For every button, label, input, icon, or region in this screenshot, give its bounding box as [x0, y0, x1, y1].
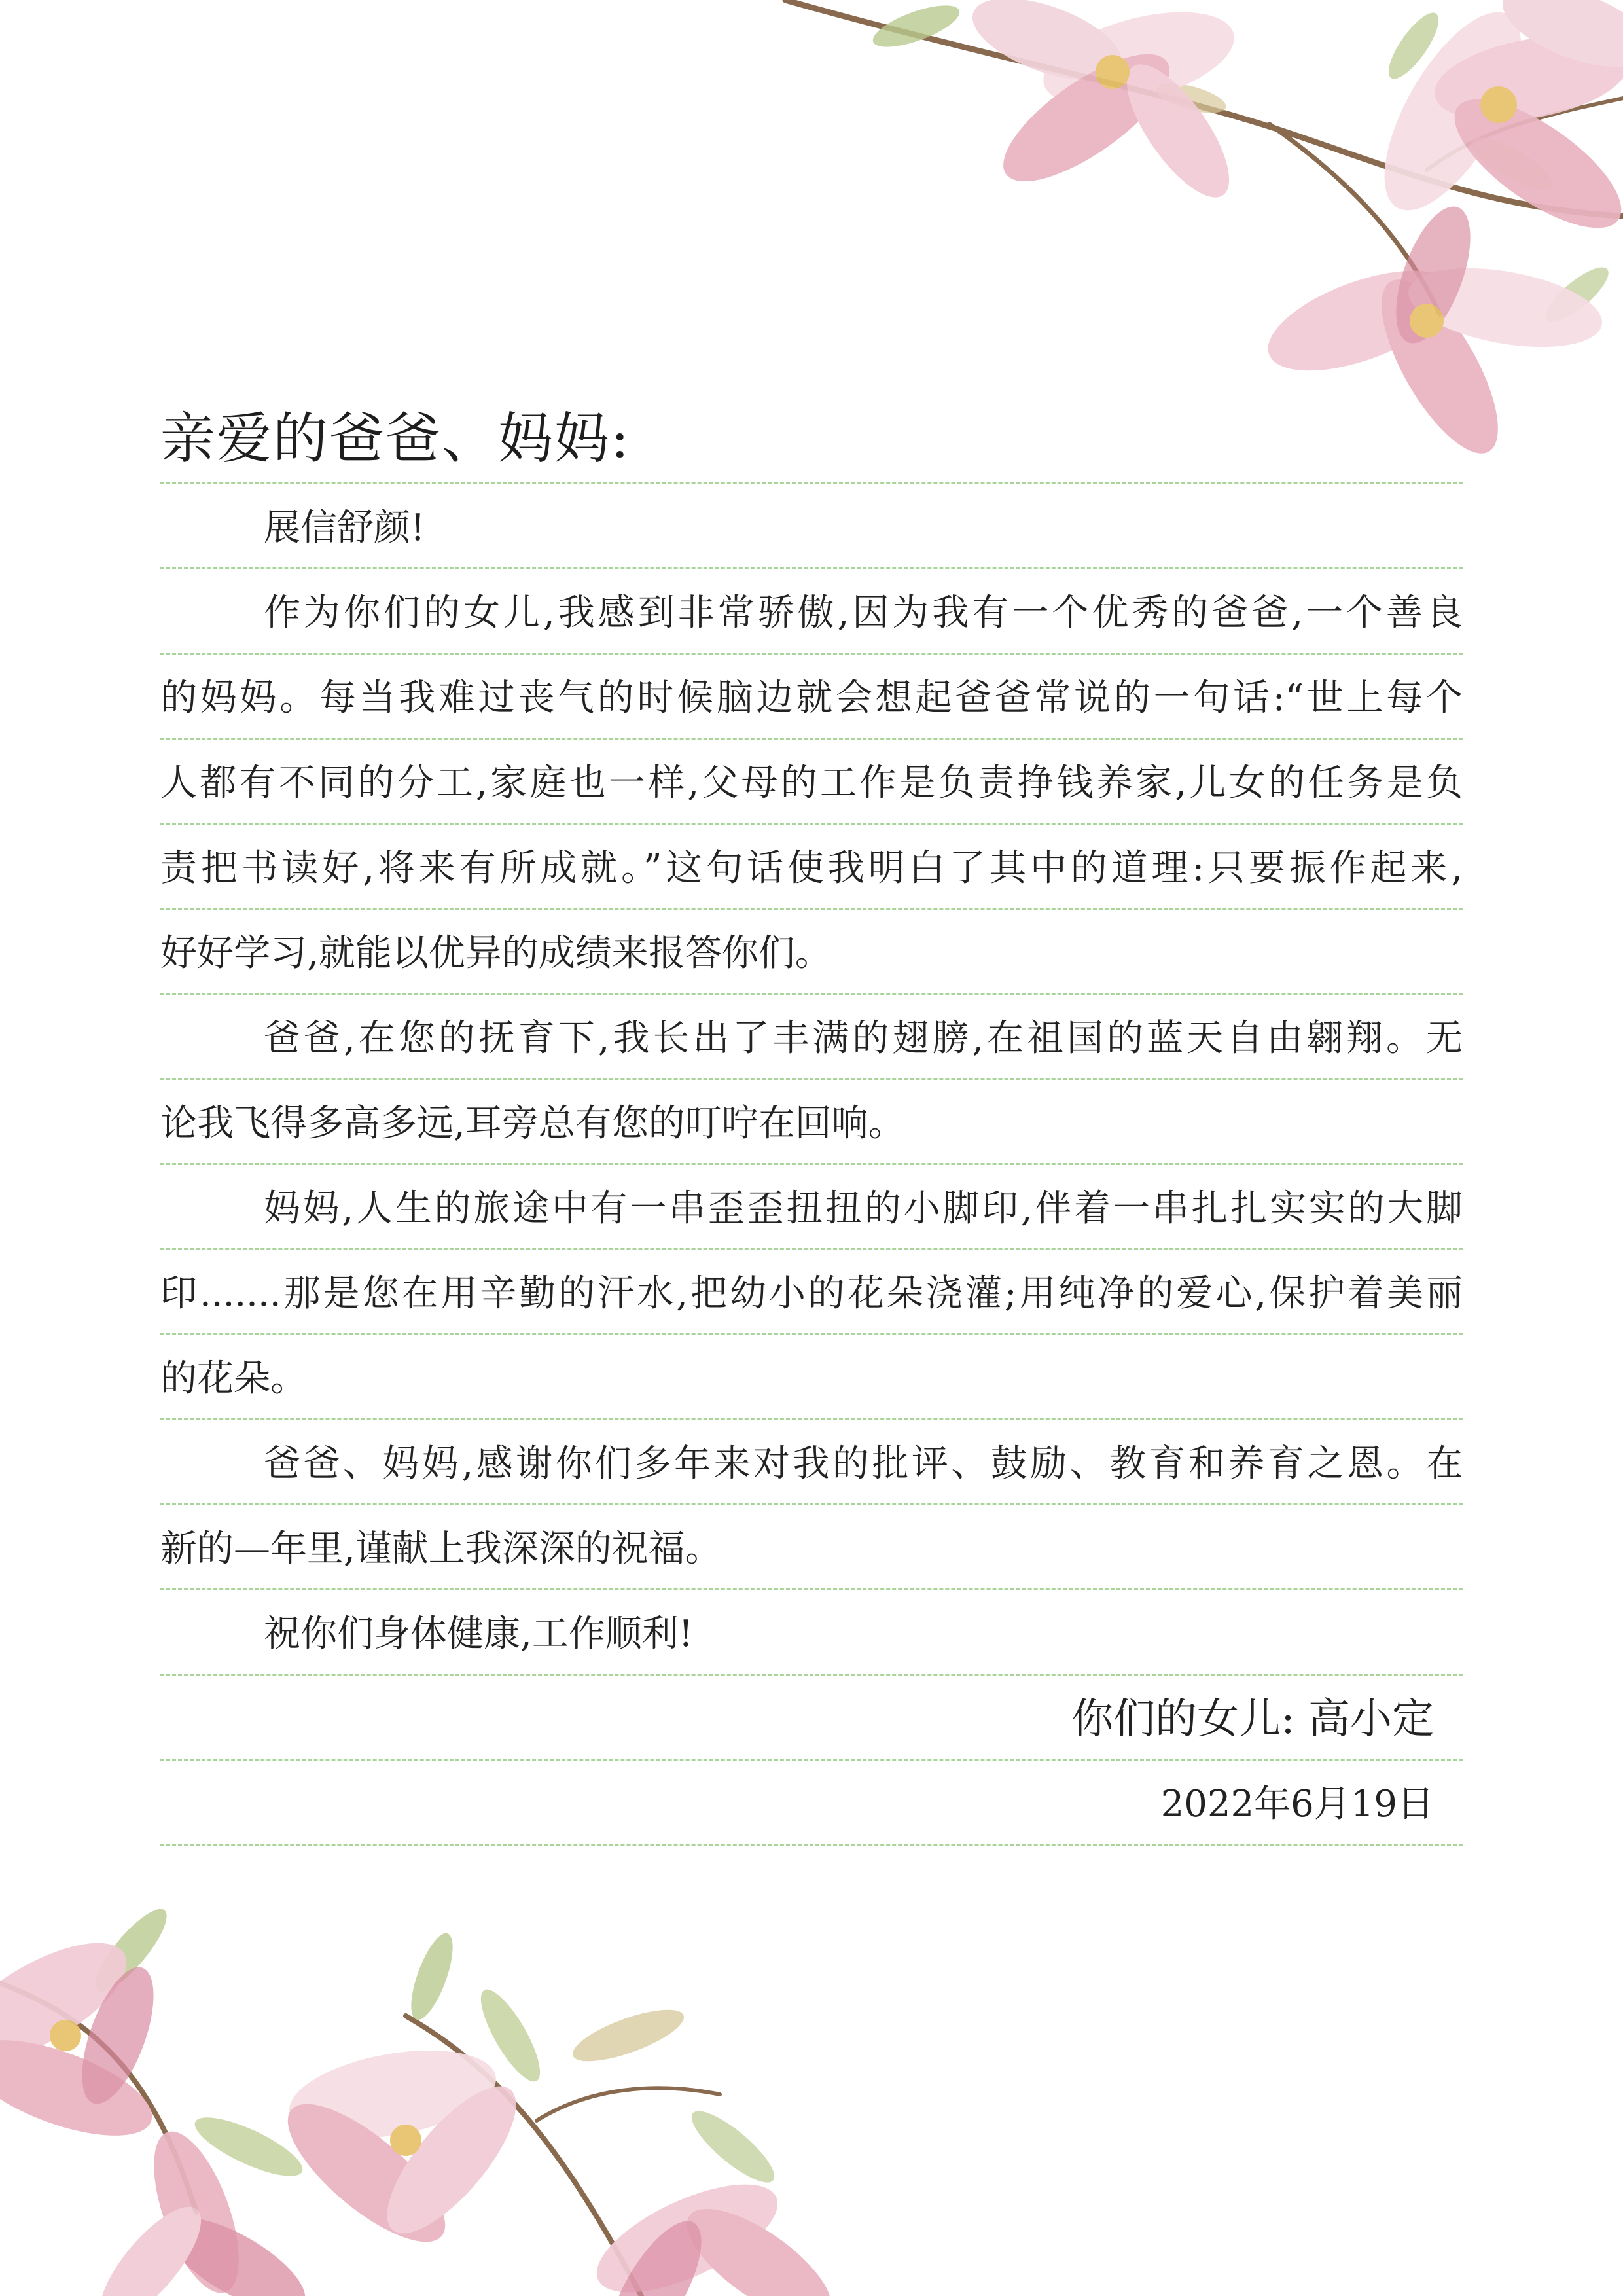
letter-signature: 你们的女儿: 高小定: [160, 1676, 1463, 1761]
letter-line: 爸爸、妈妈,感谢你们多年来对我的批评、鼓励、教育和养育之恩。在: [160, 1420, 1463, 1505]
letter-line: 作为你们的女儿,我感到非常骄傲,因为我有一个优秀的爸爸,一个善良: [160, 569, 1463, 655]
letter-line: 责把书读好,将来有所成就。”这句话使我明白了其中的道理:只要振作起来,: [160, 825, 1463, 910]
letter-line: 的妈妈。每当我难过丧气的时候脑边就会想起爸爸常说的一句话:“世上每个: [160, 655, 1463, 740]
letter-line: 祝你们身体健康,工作顺利!: [160, 1590, 1463, 1676]
letter-line: 论我飞得多高多远,耳旁总有您的叮咛在回响。: [160, 1080, 1463, 1165]
letter-date: 2022年6月19日: [160, 1761, 1463, 1846]
letter-line: 展信舒颜!: [160, 484, 1463, 569]
letter-line: 新的—年里,谨献上我深深的祝福。: [160, 1505, 1463, 1590]
letter-line: 爸爸,在您的抚育下,我长出了丰满的翅膀,在祖国的蓝天自由翱翔。无: [160, 995, 1463, 1080]
magnolia-bottom-left-icon: [0, 1872, 838, 2296]
letter-line: 的花朵。: [160, 1335, 1463, 1420]
letter-line: 印.......那是您在用辛勤的汗水,把幼小的花朵浇灌;用纯净的爱心,保护着美丽: [160, 1250, 1463, 1335]
letter-line: 妈妈,人生的旅途中有一串歪歪扭扭的小脚印,伴着一串扎扎实实的大脚: [160, 1165, 1463, 1250]
letter-line: 好好学习,就能以优异的成绩来报答你们。: [160, 910, 1463, 995]
letter-line: 人都有不同的分工,家庭也一样,父母的工作是负责挣钱养家,儿女的任务是负: [160, 740, 1463, 825]
letter-body: [160, 393, 1463, 1846]
letter-salutation: 亲爱的爸爸、妈妈:: [160, 393, 1463, 484]
